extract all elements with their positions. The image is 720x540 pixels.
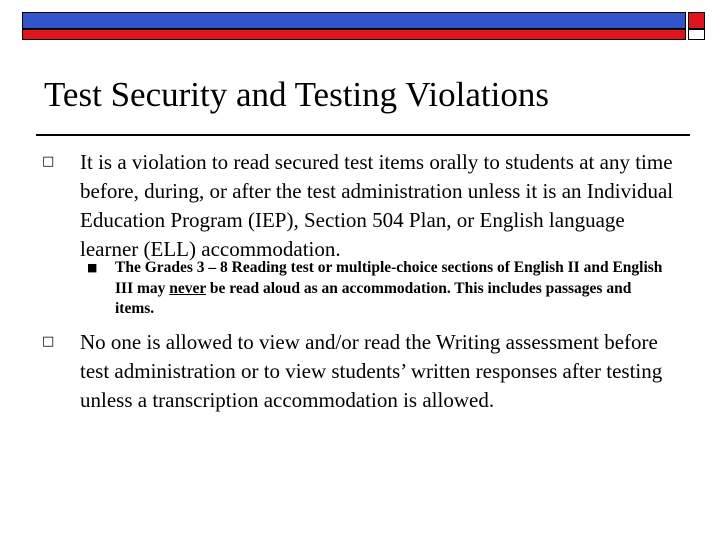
title-divider (36, 134, 690, 136)
header-square-outline (688, 29, 705, 40)
sub-bullet-text-1 (115, 258, 665, 320)
filled-square-bullet-icon: ■ (87, 261, 98, 274)
sub-bullet-text-after: be read aloud as an accommodation. This includes passages and items. (115, 279, 632, 317)
bullet-text-2: No one is allowed to view and/or read the Writing assessment before test administration or to view students’ written responses after testing unless a transcription accommodation is allowed. (80, 330, 663, 412)
sub-bullet-emphasis: never (169, 279, 206, 297)
header-square-red (688, 12, 705, 29)
bullet-text-1: It is a violation to read secured test items orally to students at any time before, during, or after the test administration unless it is an Individual Education Program (IEP), Section 504 Plan, or English language learner (ELL) accommodation. (80, 150, 674, 261)
sub-bullet-text-before: The Grades 3 – 8 Reading test or multiple-choice sections of English II and English III may (115, 259, 663, 297)
hollow-square-bullet-icon: □ (42, 334, 55, 349)
hollow-square-bullet-icon: □ (42, 154, 55, 169)
header-bar-blue (22, 12, 686, 29)
header-bar-red (22, 29, 686, 40)
slide-title: Test Security and Testing Violations (44, 75, 549, 114)
